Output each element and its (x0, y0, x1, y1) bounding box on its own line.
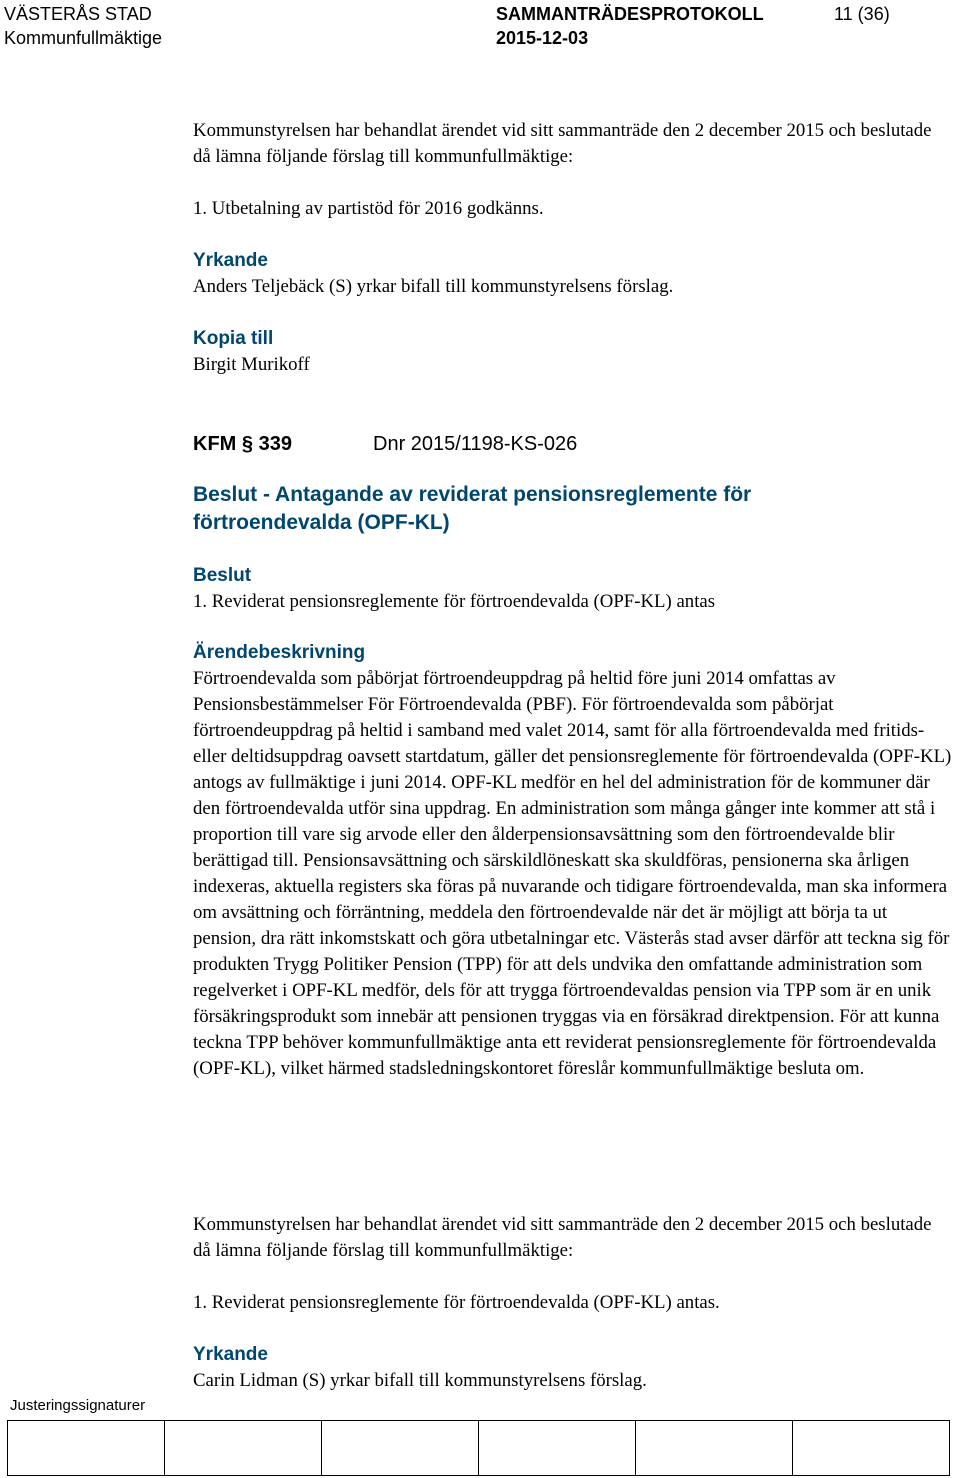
signature-box[interactable] (792, 1420, 950, 1476)
signature-box[interactable] (7, 1420, 165, 1476)
doc-type: SAMMANTRÄDESPROTOKOLL (496, 4, 764, 24)
prev-yrkande-label: Yrkande (193, 250, 268, 271)
signature-box[interactable] (321, 1420, 479, 1476)
meeting-date: 2015-12-03 (496, 28, 589, 48)
section-sign: § (241, 433, 254, 455)
kfm-label: KFM (193, 433, 237, 455)
arende-label: Ärendebeskrivning (193, 642, 366, 663)
justering-label: Justeringssignaturer (10, 1397, 146, 1414)
header-mid (496, 2, 764, 50)
beslut-label: Beslut (193, 565, 252, 586)
signature-box[interactable] (635, 1420, 793, 1476)
ks-paragraph: Kommunstyrelsen har behandlat ärendet vid sitt sammanträde den 2 december 2015 och beslutade då lämna följande förslag till kommunfullmäktige: (193, 1214, 932, 1261)
prev-kopia-label: Kopia till (193, 328, 274, 349)
header-left (4, 2, 162, 50)
signature-boxes (8, 1420, 950, 1476)
ks-decision-point: 1. Reviderat pensionsreglemente för förtroendevalda (OPF-KL) antas. (193, 1292, 720, 1313)
dnr: Dnr 2015/1198-KS-026 (373, 433, 578, 455)
item-number: 339 (258, 433, 292, 455)
prev-yrkande-text: Anders Teljebäck (S) yrkar bifall till kommunstyrelsens förslag. (193, 276, 674, 297)
body-name: Kommunfullmäktige (4, 28, 163, 48)
item-number-line (193, 430, 578, 458)
org-name: VÄSTERÅS STAD (4, 4, 152, 24)
item-title: Beslut - Antagande av reviderat pensionsreglemente för förtroendevalda (OPF-KL) (193, 483, 752, 534)
prev-ks-paragraph: Kommunstyrelsen har behandlat ärendet vid sitt sammanträde den 2 december 2015 och beslutade då lämna följande förslag till kommunfullmäktige: (193, 120, 932, 167)
beslut-text: 1. Reviderat pensionsreglemente för förtroendevalda (OPF-KL) antas (193, 591, 716, 612)
prev-kopia-text: Birgit Murikoff (193, 354, 310, 375)
arende-text: Förtroendevalda som påbörjat förtroendeuppdrag på heltid före juni 2014 omfattas av Pensionsbestämmelser För Förtroendevalda (PBF). För förtroendevalda som påbörjat förtroendeuppdrag på heltid i samband med valet 2014, samt för alla förtroendevalda med fritids- eller deltidsuppdrag oavsett startdatum, gäller det pensionsreglemente för förtroendevalda (OPF-KL) antogs av fullmäktige i juni 2014. OPF-KL medför en hel del administration för de kommuner där den förtroendevalda utför sina uppdrag. En administration som många gånger inte kommer att stå i proportion till vare sig arvode eller den ålderpensionsavsättning som den förtroendevalde blir berättigad till. Pensionsavsättning och särskildlöneskatt ska skuldföras, pensionerna ska årligen indexeras, aktuella registers ska föras på nuvarande och tidigare förtroendevalda, man ska informera om avsättning och förräntning, meddela den förtroendevalde när det är möjligt att börja ta ut pension, dra rätt inkomstskatt och göra utbetalningar etc. Västerås stad avser därför att teckna sig för produkten Trygg Politiker Pension (TPP) för att dels undvika den omfattande administration som regelverket i OPF-KL medför, dels för att trygga förtroendevaldas pension via TPP som är en unik försäkringsprodukt som innebär att pensionen tryggas via en försäkrad direktpension. För att kunna teckna TPP behöver kommunfullmäktige anta ett reviderat pensionsreglemente för förtroendevalda (OPF-KL), vilket härmed stadsledningskontoret föreslår kommunfullmäktige besluta om. (193, 668, 952, 1079)
yrkande-label: Yrkande (193, 1344, 268, 1365)
page-number: 11 (36) (834, 4, 890, 24)
signature-box[interactable] (164, 1420, 322, 1476)
signature-box[interactable] (478, 1420, 636, 1476)
yrkande-text: Carin Lidman (S) yrkar bifall till kommunstyrelsens förslag. (193, 1370, 647, 1391)
prev-decision-point: 1. Utbetalning av partistöd för 2016 godkänns. (193, 198, 544, 219)
